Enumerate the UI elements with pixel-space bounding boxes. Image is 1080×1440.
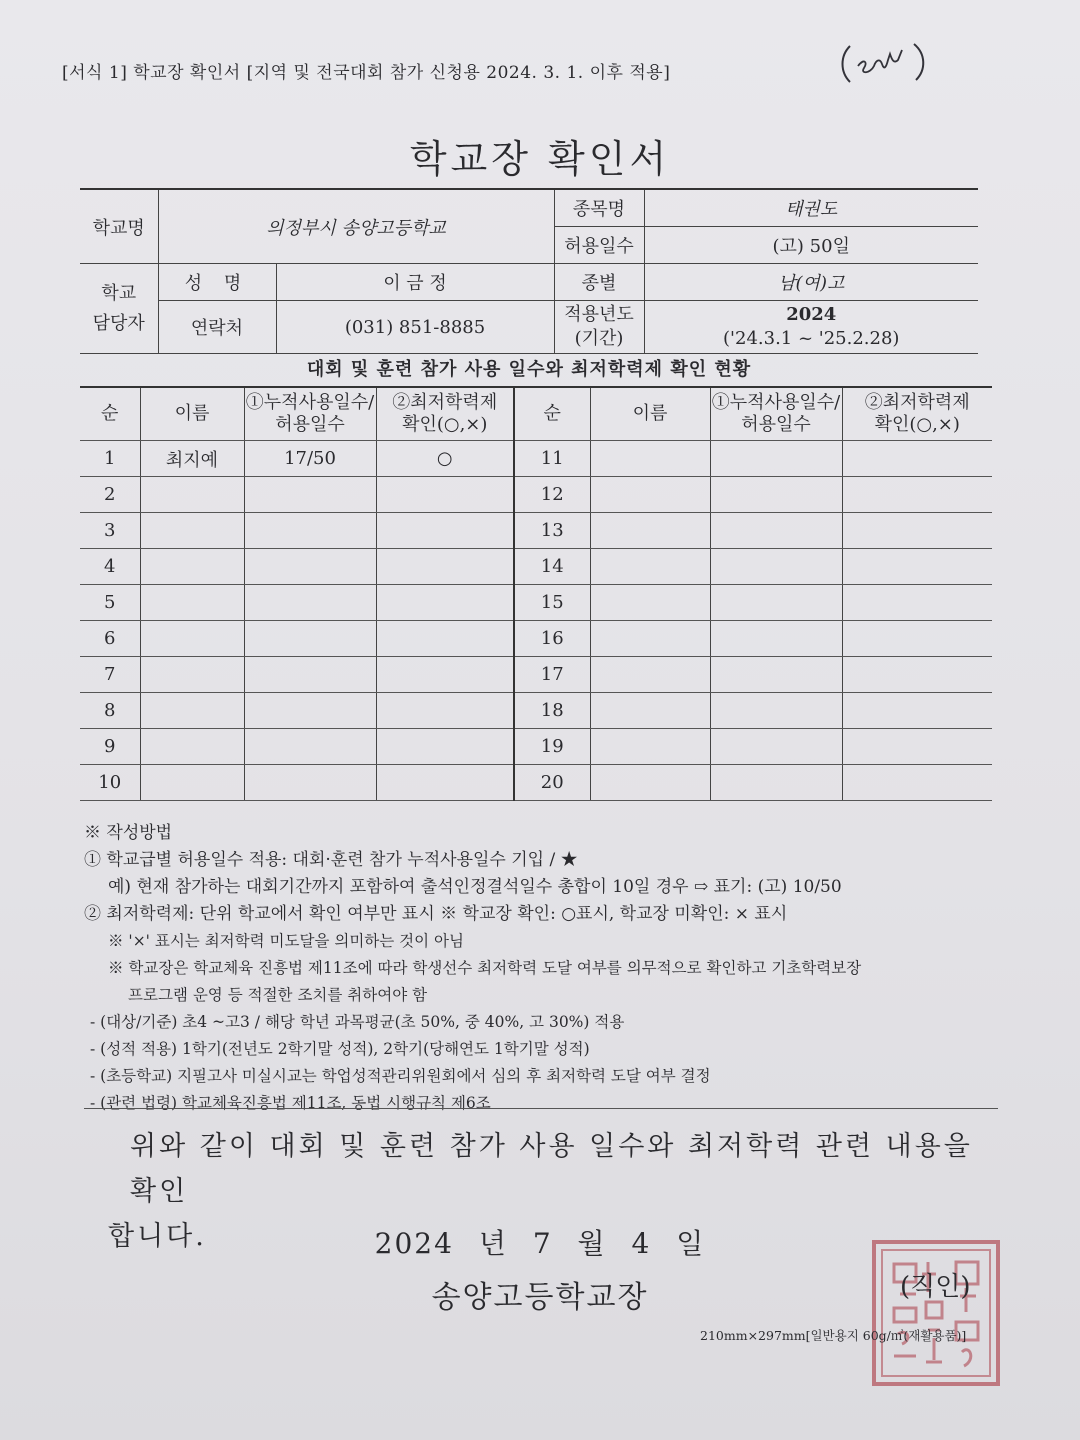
note-law: - (관련 법령) 학교체육진흥법 제11조, 동법 시행규칙 제6조	[90, 1094, 491, 1112]
note-2-sub-1: ※ '×' 표시는 최저학력 미도달을 의미하는 것이 아님	[108, 932, 464, 950]
row-min	[842, 585, 992, 621]
row-days	[710, 729, 842, 765]
row-no: 1	[80, 441, 140, 477]
row-no: 4	[80, 549, 140, 585]
row-days	[710, 621, 842, 657]
row-no: 13	[514, 513, 590, 549]
row-no: 18	[514, 693, 590, 729]
table-row	[80, 693, 992, 729]
row-name	[590, 549, 710, 585]
row-no: 2	[80, 477, 140, 513]
row-days	[244, 549, 376, 585]
allowed-days-value: (고) 50일	[644, 227, 978, 264]
school-info-table	[80, 188, 978, 354]
row-min	[376, 657, 514, 693]
row-name	[590, 621, 710, 657]
col-min-line1: ②최저학력제	[392, 392, 498, 413]
note-2: ② 최저학력제: 단위 학교에서 확인 여부만 표시 ※ 학교장 확인: ○표시, 학교장 미확인: × 표시	[84, 904, 788, 924]
table-row	[80, 729, 992, 765]
row-no: 12	[514, 477, 590, 513]
date-month: 7	[532, 1227, 553, 1260]
col-days	[710, 387, 842, 441]
confirmation-line-1: 위와 같이 대회 및 훈련 참가 사용 일수와 최저학력 관련 내용을 확인	[130, 1131, 973, 1207]
row-min	[376, 513, 514, 549]
row-days	[244, 513, 376, 549]
row-no: 16	[514, 621, 590, 657]
row-name: 최지예	[140, 441, 244, 477]
row-days	[244, 693, 376, 729]
year-value	[644, 301, 978, 354]
confirmation-line-2: 합니다.	[108, 1221, 207, 1252]
table-row	[80, 657, 992, 693]
row-min	[842, 729, 992, 765]
row-min	[842, 477, 992, 513]
row-days	[244, 477, 376, 513]
manager-label: 학교 담당자	[80, 264, 158, 354]
col-days-line2: 허용일수	[275, 414, 345, 435]
row-days: 17/50	[244, 441, 376, 477]
row-min	[842, 513, 992, 549]
note-1: ① 학교급별 허용일수 적용: 대회·훈련 참가 누적사용일수 기입 / ★	[84, 850, 578, 870]
year-label	[554, 301, 644, 354]
col-days-line2: 허용일수	[741, 414, 811, 435]
row-name	[590, 441, 710, 477]
col-name: 이름	[590, 387, 710, 441]
roster-table	[80, 386, 992, 801]
notes-heading: ※ 작성방법	[84, 823, 173, 843]
date-month-unit: 월	[577, 1227, 607, 1260]
school-label: 학교명	[80, 189, 158, 264]
table-row	[80, 621, 992, 657]
manager-name: 이 금 정	[276, 264, 554, 301]
row-name	[590, 765, 710, 801]
row-name	[140, 585, 244, 621]
row-days	[710, 693, 842, 729]
row-name	[590, 513, 710, 549]
row-min	[376, 765, 514, 801]
school-name: 의정부시 송양고등학교	[158, 189, 554, 264]
row-name	[140, 657, 244, 693]
gender-label: 종별	[554, 264, 644, 301]
row-no: 9	[80, 729, 140, 765]
row-name	[140, 693, 244, 729]
row-days	[710, 549, 842, 585]
note-2-sub-2-cont: 프로그램 운영 등 적절한 조치를 취하여야 함	[128, 986, 428, 1004]
seal-label: (직인)	[900, 1272, 971, 1302]
row-min	[842, 657, 992, 693]
row-no: 11	[514, 441, 590, 477]
row-days	[710, 513, 842, 549]
col-min-line2: 확인(○,×)	[402, 414, 488, 435]
row-name	[140, 621, 244, 657]
row-no: 15	[514, 585, 590, 621]
contact-value: (031) 851-8885	[276, 301, 554, 354]
allowed-days-label: 허용일수	[554, 227, 644, 264]
row-days	[710, 657, 842, 693]
row-min	[842, 693, 992, 729]
table-row	[80, 585, 992, 621]
instructions	[84, 820, 1004, 1117]
col-min	[842, 387, 992, 441]
row-min	[842, 549, 992, 585]
table-row	[80, 765, 992, 801]
row-min	[842, 621, 992, 657]
row-no: 19	[514, 729, 590, 765]
row-no: 17	[514, 657, 590, 693]
note-1-example: 예) 현재 참가하는 대회기간까지 포함하여 출석인정결석일수 총합이 10일 경우 ⇨ 표기: (고) 10/50	[108, 877, 842, 897]
row-name	[140, 549, 244, 585]
row-days	[710, 441, 842, 477]
year: 2024	[786, 304, 837, 325]
page-title: 학교장 확인서	[409, 137, 671, 181]
row-days	[244, 621, 376, 657]
row-no: 10	[80, 765, 140, 801]
row-days	[710, 585, 842, 621]
col-days-line1: ①누적사용일수/	[245, 392, 375, 413]
date-year: 2024	[374, 1227, 454, 1260]
handwritten-note	[836, 40, 928, 86]
official-seal	[870, 1238, 1002, 1388]
row-min	[842, 765, 992, 801]
section-title: 대회 및 훈련 참가 사용 일수와 최저학력제 확인 현황	[306, 359, 752, 380]
note-target: - (대상/기준) 초4 ~고3 / 해당 학년 과목평균(초 50%, 중 40%, 고 30%) 적용	[90, 1013, 625, 1031]
row-min: ○	[376, 441, 514, 477]
row-min	[376, 729, 514, 765]
col-days	[244, 387, 376, 441]
note-grades: - (성적 적용) 1학기(전년도 2학기말 성적), 2학기(당해연도 1학기말 성적)	[90, 1040, 590, 1058]
row-min	[376, 585, 514, 621]
gender-value: 남(여)고	[644, 264, 978, 301]
sport-value: 태권도	[644, 189, 978, 227]
table-row	[80, 477, 992, 513]
row-no: 8	[80, 693, 140, 729]
paper-spec: 210mm×297mm[일반용지 60g/㎡(재활용품)]	[700, 1328, 967, 1343]
year-label-1: 적용년도	[564, 304, 634, 325]
row-name	[140, 477, 244, 513]
row-no: 6	[80, 621, 140, 657]
row-min	[376, 477, 514, 513]
col-name: 이름	[140, 387, 244, 441]
row-min	[376, 549, 514, 585]
col-no: 순	[80, 387, 140, 441]
period: ('24.3.1 ~ '25.2.28)	[723, 328, 900, 349]
row-name	[140, 729, 244, 765]
principal-title: 송양고등학교장	[431, 1280, 649, 1315]
name-label: 성 명	[158, 264, 276, 301]
note-2-sub-2: ※ 학교장은 학교체육 진흥법 제11조에 따라 학생선수 최저학력 도달 여부를 의무적으로 확인하고 기초학력보장	[108, 959, 862, 977]
table-row	[80, 549, 992, 585]
row-days	[244, 585, 376, 621]
row-no: 5	[80, 585, 140, 621]
note-elementary: - (초등학교) 지필고사 미실시교는 학업성적관리위원회에서 심의 후 최저학력 도달 여부 결정	[90, 1067, 711, 1085]
table-row	[80, 513, 992, 549]
row-name	[590, 657, 710, 693]
row-name	[590, 477, 710, 513]
col-min	[376, 387, 514, 441]
form-code: [서식 1] 학교장 확인서 [지역 및 전국대회 참가 신청용 2024. 3. 1. 이후 적용]	[62, 63, 671, 83]
row-min	[842, 441, 992, 477]
col-days-line1: ①누적사용일수/	[711, 392, 841, 413]
row-no: 3	[80, 513, 140, 549]
row-days	[244, 657, 376, 693]
row-no: 20	[514, 765, 590, 801]
col-min-line1: ②최저학력제	[864, 392, 970, 413]
row-days	[244, 729, 376, 765]
row-days	[244, 765, 376, 801]
row-name	[140, 765, 244, 801]
sport-label: 종목명	[554, 189, 644, 227]
row-no: 14	[514, 549, 590, 585]
row-name	[140, 513, 244, 549]
divider	[84, 1108, 998, 1109]
col-min-line2: 확인(○,×)	[874, 414, 960, 435]
row-min	[376, 693, 514, 729]
year-label-2: (기간)	[574, 328, 624, 349]
date-day: 4	[631, 1227, 652, 1260]
table-row	[80, 441, 992, 477]
contact-label: 연락처	[158, 301, 276, 354]
row-no: 7	[80, 657, 140, 693]
date-year-unit: 년	[478, 1227, 508, 1260]
row-days	[710, 477, 842, 513]
row-name	[590, 693, 710, 729]
date-day-unit: 일	[676, 1227, 706, 1260]
row-name	[590, 585, 710, 621]
row-name	[590, 729, 710, 765]
row-days	[710, 765, 842, 801]
row-min	[376, 621, 514, 657]
col-no: 순	[514, 387, 590, 441]
